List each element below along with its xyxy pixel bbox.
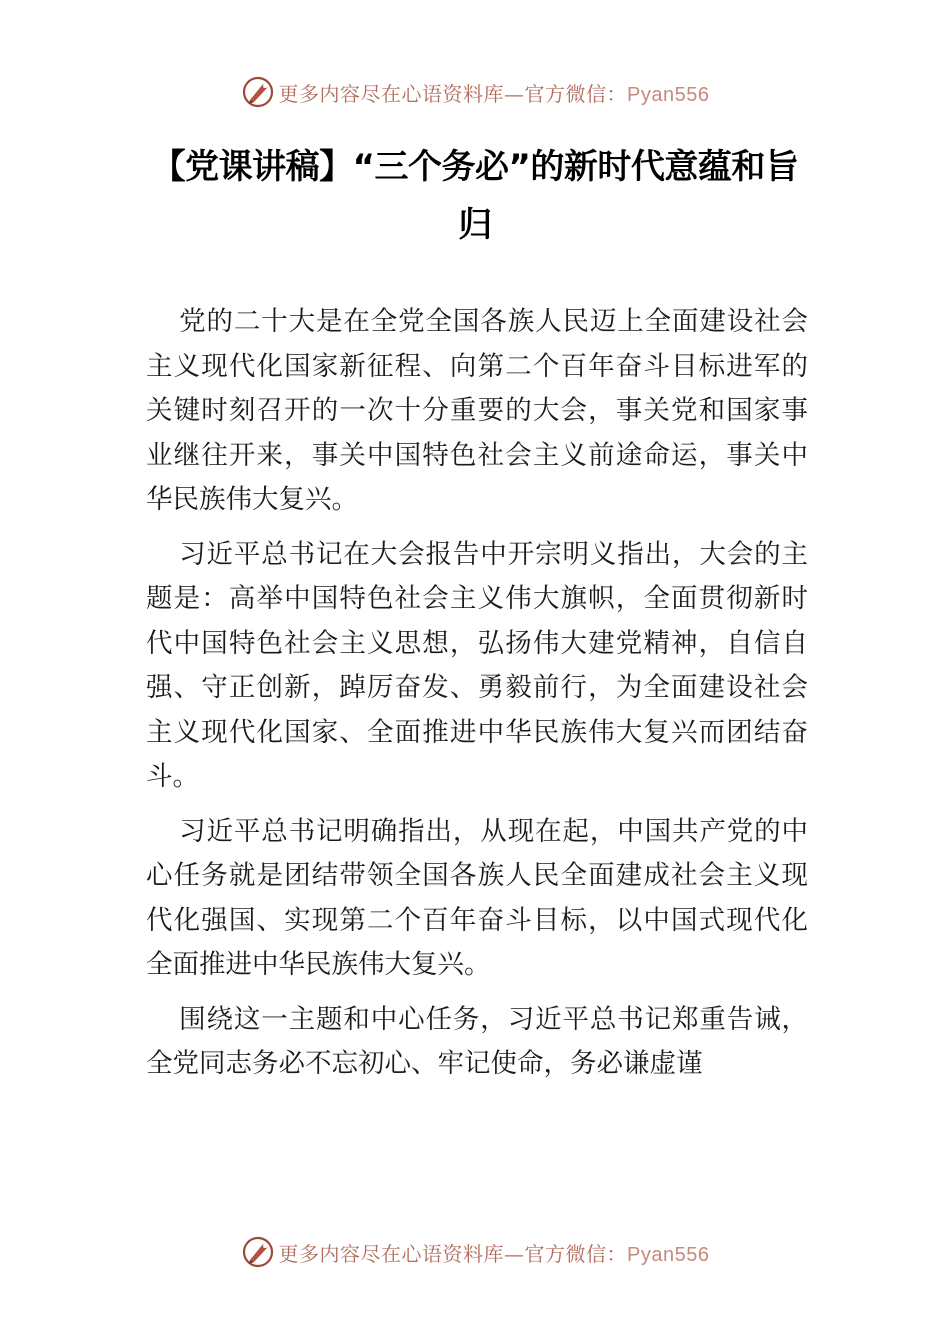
- body-paragraph: 习近平总书记在大会报告中开宗明义指出，大会的主题是：高举中国特色社会主义伟大旗帜，全面贯彻新时代中国特色社会主义思想，弘扬伟大建党精神，自信自强、守正创新，踔厉奋发、勇毅前行，为全面建设社会主义现代化国家、全面推进中华民族伟大复兴而团结奋斗。: [146, 538, 808, 792]
- banner-separator: —: [504, 81, 525, 106]
- banner-main-text: 更多内容尽在心语资料库: [278, 81, 505, 106]
- body-paragraph: 党的二十大是在全党全国各族人民迈上全面建设社会主义现代化国家新征程、向第二个百年奋斗目标进军的关键时刻召开的一次十分重要的大会，事关党和国家事业继往开来，事关中国特色社会主义前途命运，事关中华民族伟大复兴。: [146, 306, 808, 515]
- pen-nib-logo-icon: [241, 1235, 275, 1269]
- banner-wechat-label: 官方微信：: [524, 1241, 628, 1266]
- banner-text: [279, 1238, 710, 1267]
- pen-nib-logo-icon: [241, 75, 275, 109]
- banner-main-text: 更多内容尽在心语资料库: [278, 1241, 505, 1266]
- body-paragraph: 习近平总书记明确指出，从现在起，中国共产党的中心任务就是团结带领全国各族人民全面建成社会主义现代化强国、实现第二个百年奋斗目标，以中国式现代化全面推进中华民族伟大复兴。: [146, 815, 808, 980]
- body-paragraph: 围绕这一主题和中心任务，习近平总书记郑重告诫，全党同志务必不忘初心、牢记使命，务必谦虚谨: [146, 1003, 808, 1079]
- banner-wechat-label: 官方微信：: [524, 81, 628, 106]
- document-body: [146, 300, 808, 1097]
- banner-wechat-handle: Pyan556: [627, 1243, 710, 1266]
- banner-wechat-handle: Pyan556: [627, 83, 710, 106]
- header-banner: [0, 70, 950, 114]
- footer-banner: [0, 1230, 950, 1274]
- banner-text: [279, 78, 710, 107]
- banner-separator: —: [504, 1241, 525, 1266]
- document-title: 【党课讲稿】“三个务必”的新时代意蕴和旨归: [151, 147, 799, 245]
